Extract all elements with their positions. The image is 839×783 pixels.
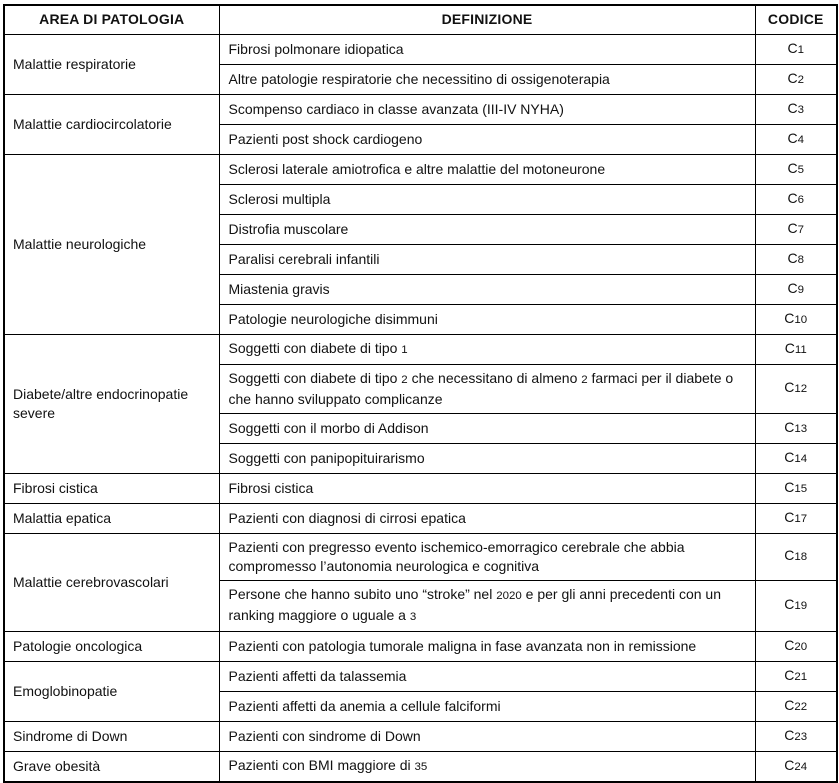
definition-cell: Altre patologie respiratorie che necessitino di ossigenoterapia [219,64,755,94]
code-cell: C10 [755,304,837,334]
definition-cell: Soggetti con panipopituirarismo [219,443,755,473]
oldstyle-digits: 5 [797,163,804,176]
oldstyle-digits: 8 [797,253,804,266]
table-row [4,94,837,124]
definition-cell: Pazienti affetti da anemia a cellule falciformi [219,691,755,721]
definition-cell: Soggetti con diabete di tipo 1 [219,334,755,364]
code-cell: C22 [755,691,837,721]
area-cell: Diabete/altre endocrinopatie severe [4,334,219,473]
table-row [4,751,837,782]
code-cell: C20 [755,631,837,661]
definition-cell: Pazienti affetti da talassemia [219,661,755,691]
code-cell: C11 [755,334,837,364]
area-cell: Patologie oncologica [4,631,219,661]
definition-cell: Distrofia muscolare [219,214,755,244]
oldstyle-digits: 20 [794,640,808,653]
oldstyle-digits: 7 [797,223,804,236]
oldstyle-digits: 2 [401,373,408,386]
pathology-table [3,4,838,783]
oldstyle-digits: 9 [797,283,804,296]
oldstyle-digits: 2 [797,73,804,86]
code-cell: C2 [755,64,837,94]
oldstyle-digits: 13 [794,422,808,435]
oldstyle-digits: 6 [797,193,804,206]
oldstyle-digits: 3 [409,610,417,623]
definition-cell: Miastenia gravis [219,274,755,304]
table-body [4,34,837,782]
table-row [4,334,837,364]
definition-cell: Fibrosi polmonare idiopatica [219,34,755,64]
code-cell: C9 [755,274,837,304]
definition-cell: Soggetti con diabete di tipo 2 che necessitano di almeno 2 farmaci per il diabete o che hanno sviluppato complicanze [219,364,755,413]
oldstyle-digits: 1 [797,43,804,56]
definition-cell: Fibrosi cistica [219,473,755,503]
code-cell: C14 [755,443,837,473]
code-cell: C19 [755,580,837,631]
oldstyle-digits: 12 [794,383,808,395]
definition-cell: Pazienti con BMI maggiore di 35 [219,751,755,782]
area-cell: Malattie respiratorie [4,34,219,94]
code-cell: C15 [755,473,837,503]
definition-cell: Pazienti con sindrome di Down [219,721,755,751]
code-cell: C8 [755,244,837,274]
oldstyle-digits: 17 [794,512,808,525]
code-cell: C13 [755,413,837,443]
definition-cell: Pazienti con pregresso evento ischemico-emorragico cerebrale che abbia compromesso l’autonomia neurologica e cognitiva [219,533,755,580]
area-cell: Malattia epatica [4,503,219,533]
area-cell: Sindrome di Down [4,721,219,751]
area-cell: Grave obesità [4,751,219,782]
definition-cell: Pazienti con patologia tumorale maligna in fase avanzata non in remissione [219,631,755,661]
oldstyle-digits: 22 [794,700,808,713]
oldstyle-digits: 2 [581,373,588,386]
header-codice: CODICE [755,5,837,34]
oldstyle-digits: 35 [414,760,428,773]
oldstyle-digits: 3 [797,103,804,116]
definition-cell: Pazienti post shock cardiogeno [219,124,755,154]
code-cell: C21 [755,661,837,691]
area-cell: Fibrosi cistica [4,473,219,503]
definition-cell: Sclerosi multipla [219,184,755,214]
definition-cell: Soggetti con il morbo di Addison [219,413,755,443]
table-row [4,503,837,533]
code-cell: C17 [755,503,837,533]
oldstyle-digits: 23 [794,730,808,743]
oldstyle-digits: 4 [797,133,804,146]
code-cell: C1 [755,34,837,64]
code-cell: C18 [755,533,837,580]
code-cell: C5 [755,154,837,184]
oldstyle-digits: 21 [794,670,808,683]
oldstyle-digits: 19 [794,600,808,612]
oldstyle-digits: 15 [794,482,808,495]
code-cell: C23 [755,721,837,751]
oldstyle-digits: 10 [794,313,808,326]
header-area-di-patologia: AREA DI PATOLOGIA [4,5,219,34]
code-cell: C12 [755,364,837,413]
code-cell: C4 [755,124,837,154]
table-row [4,34,837,64]
area-cell: Emoglobinopatie [4,661,219,721]
definition-cell: Paralisi cerebrali infantili [219,244,755,274]
code-cell: C24 [755,751,837,782]
definition-cell: Pazienti con diagnosi di cirrosi epatica [219,503,755,533]
code-cell: C7 [755,214,837,244]
area-cell: Malattie cerebrovascolari [4,533,219,631]
definition-cell: Persone che hanno subito uno “stroke” nel 2020 e per gli anni precedenti con un ranking maggiore o uguale a 3 [219,580,755,631]
definition-cell: Scompenso cardiaco in classe avanzata (III-IV NYHA) [219,94,755,124]
definition-cell: Sclerosi laterale amiotrofica e altre malattie del motoneurone [219,154,755,184]
table-row [4,154,837,184]
table-row [4,533,837,580]
table-row [4,631,837,661]
area-cell: Malattie neurologiche [4,154,219,334]
oldstyle-digits: 18 [794,551,808,563]
oldstyle-digits: 1 [401,343,408,356]
table-row [4,721,837,751]
header-row [4,5,837,34]
code-cell: C6 [755,184,837,214]
definition-cell: Patologie neurologiche disimmuni [219,304,755,334]
code-cell: C3 [755,94,837,124]
oldstyle-digits: 14 [794,452,808,465]
header-definizione: DEFINIZIONE [219,5,755,34]
oldstyle-digits: 2020 [496,589,522,602]
table-row [4,661,837,691]
table-row [4,473,837,503]
oldstyle-digits: 24 [794,760,808,773]
oldstyle-digits: 11 [794,343,807,356]
area-cell: Malattie cardiocircolatorie [4,94,219,154]
